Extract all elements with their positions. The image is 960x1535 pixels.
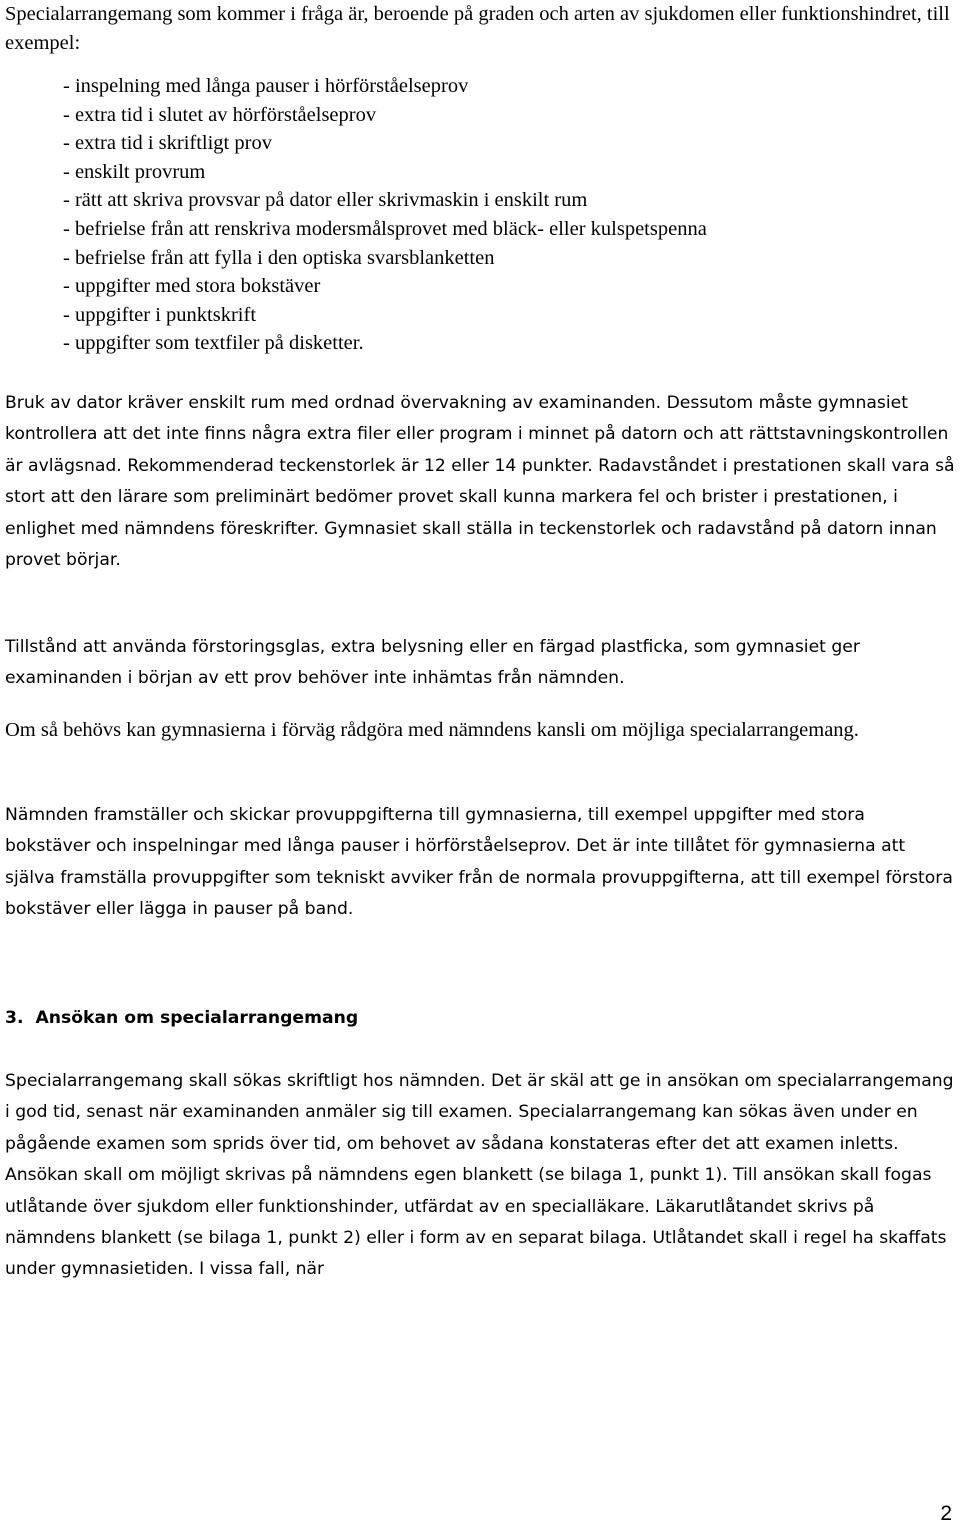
list-item: - uppgifter med stora bokstäver [63, 275, 321, 298]
section-heading: 3. Ansökan om specialarrangemang [5, 1008, 359, 1028]
intro-paragraph: Specialarrangemang som kommer i fråga är, beroende på graden och arten av sjukdomen eller funktionshindret, till exempel: [5, 3, 950, 54]
arrangement-list [5, 72, 707, 358]
list-item: - enskilt provrum [63, 160, 206, 183]
list-item: - extra tid i slutet av hörförståelseprov [63, 103, 377, 126]
list-item: - inspelning med långa pauser i hörförståelseprov [63, 75, 469, 97]
computer-use-paragraph: Bruk av dator kräver enskilt rum med ordnad övervakning av examinanden. Dessutom måste gymnasiet kontrollera att det inte finns några extra filer eller program i minnet på datorn och att rättstavningskontrollen är avlägsnad. Rekommenderad teckenstorlek är 12 eller 14 punkter. Radavståndet i prestationen skall vara så stort att den lärare som preliminärt bedömer provet skall kunna markera fel och brister i prestationen, i enlighet med nämndens föreskrifter. Gymnasiet skall ställa in teckenstorlek och radavstånd på datorn innan provet börjar. [5, 393, 955, 571]
magnifier-paragraph: Tillstånd att använda förstoringsglas, extra belysning eller en färgad plastficka, som gymnasiet ger examinanden i början av ett prov behöver inte inhämtas från nämnden. [5, 637, 860, 689]
list-item: - uppgifter i punktskrift [63, 303, 257, 326]
application-paragraph: Specialarrangemang skall sökas skriftligt hos nämnden. Det är skäl att ge in ansökan om specialarrangemang i god tid, senast när examinanden anmäler sig till examen. Specialarrangemang kan sökas även under en pågående examen som sprids över tid, om behovet av sådana konstateras efter det att examen inletts. Ansökan skall om möjligt skrivas på nämndens egen blankett (se bilaga 1, punkt 1). Till ansökan skall fogas utlåtande över sjukdom eller funktionshinder, utfärdat av en specialläkare. Läkarutlåtandet skrivs på nämndens blankett (se bilaga 1, punkt 2) eller i form av en separat bilaga. Utlåtandet skall i regel ha skaffats under gymnasietiden. I vissa fall, när [5, 1071, 954, 1280]
page-number: 2 [940, 1502, 952, 1525]
list-item: - extra tid i skriftligt prov [63, 132, 272, 155]
list-item: - rätt att skriva provsvar på dator eller skrivmaskin i enskilt rum [63, 189, 588, 212]
list-item: - uppgifter som textfiler på disketter. [63, 332, 364, 355]
advise-paragraph: Om så behövs kan gymnasierna i förväg rådgöra med nämndens kansli om möjliga specialarrangemang. [5, 719, 859, 741]
list-item: - befrielse från att fylla i den optiska svarsblanketten [63, 246, 495, 269]
board-tasks-paragraph: Nämnden framställer och skickar provuppgifterna till gymnasierna, till exempel uppgifter med stora bokstäver och inspelningar med långa pauser i hörförståelseprov. Det är inte tillåtet för gymnasierna att själva framställa provuppgifter som tekniskt avviker från de normala provuppgifterna, att till exempel förstora bokstäver eller lägga in pauser på band. [5, 805, 953, 920]
list-item: - befrielse från att renskriva modersmålsprovet med bläck- eller kulspetspenna [63, 217, 707, 240]
